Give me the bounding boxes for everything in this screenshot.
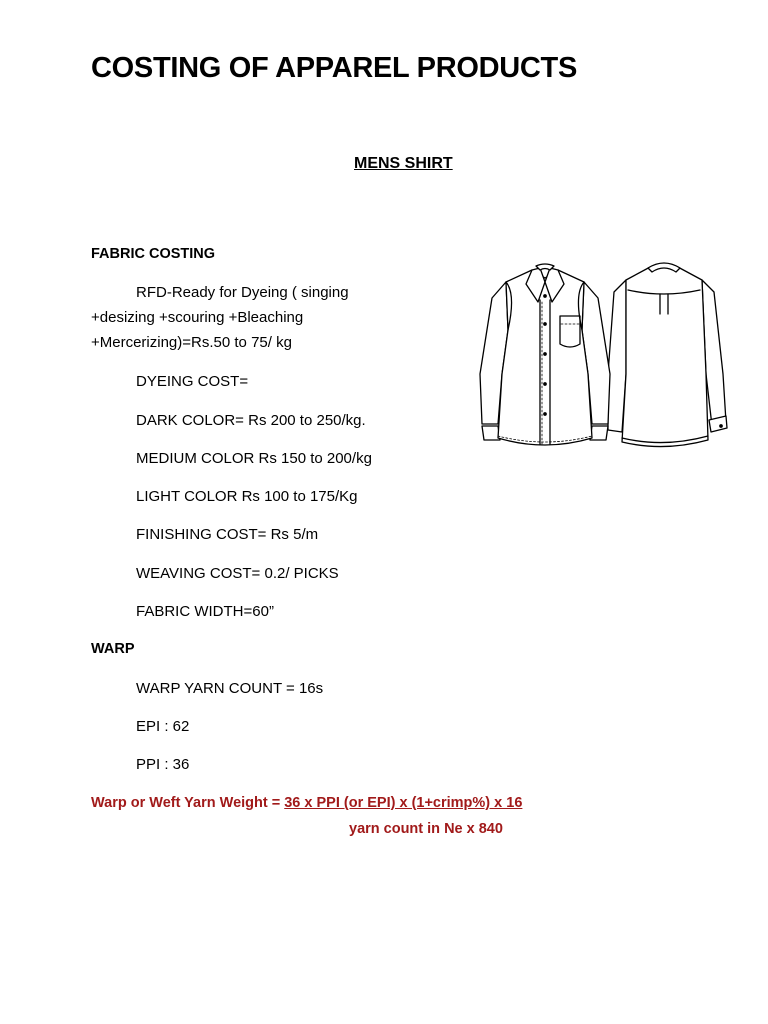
shirt-front-back-icon: [476, 254, 732, 452]
dyeing-cost-line: DYEING COST=: [136, 373, 249, 390]
light-color-line: LIGHT COLOR Rs 100 to 175/Kg: [136, 488, 358, 505]
rfd-line-3: +Mercerizing)=Rs.50 to 75/ kg: [91, 334, 292, 351]
fabric-costing-heading: FABRIC COSTING: [91, 246, 216, 262]
weaving-cost-line: WEAVING COST= 0.2/ PICKS: [136, 565, 339, 582]
warp-yarn-count-line: WARP YARN COUNT = 16s: [136, 680, 324, 697]
formula-line: [91, 795, 522, 811]
page-title: COSTING OF APPAREL PRODUCTS: [91, 52, 578, 84]
dark-color-line: DARK COLOR= Rs 200 to 250/kg.: [136, 412, 366, 429]
rfd-line-2: +desizing +scouring +Bleaching: [91, 309, 304, 326]
formula-label: Warp or Weft Yarn Weight =: [91, 795, 285, 811]
medium-color-line: MEDIUM COLOR Rs 150 to 200/kg: [136, 450, 372, 467]
shirt-front-view: [480, 264, 610, 445]
rfd-line-1: RFD-Ready for Dyeing ( singing: [136, 284, 349, 301]
ppi-line: PPI : 36: [136, 756, 190, 773]
fabric-width-line: FABRIC WIDTH=60”: [136, 603, 274, 620]
shirt-back-view: [608, 263, 727, 447]
warp-heading: WARP: [91, 641, 135, 657]
page-subtitle: MENS SHIRT: [354, 155, 453, 172]
finishing-cost-line: FINISHING COST= Rs 5/m: [136, 526, 319, 543]
formula-denominator: yarn count in Ne x 840: [349, 821, 503, 837]
epi-line: EPI : 62: [136, 718, 190, 735]
formula-numerator: 36 x PPI (or EPI) x (1+crimp%) x 16: [284, 795, 523, 811]
